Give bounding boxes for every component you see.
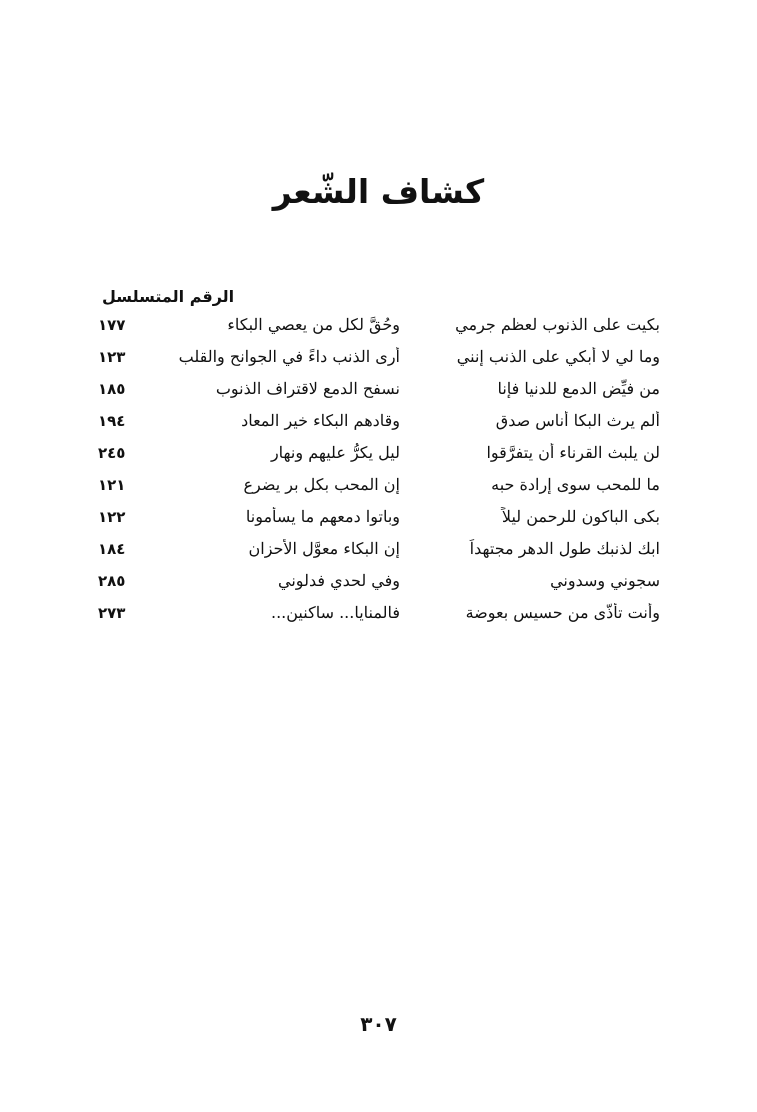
first-hemistich: وما لي لا أبكي على الذنب إنني <box>456 347 660 366</box>
verse-row <box>98 443 660 475</box>
first-hemistich: بكيت على الذنوب لعظم جرمي <box>455 315 660 334</box>
first-hemistich: ما للمحب سوى إرادة حبه <box>491 475 660 494</box>
first-hemistich: وأنت تأذّى من حسيس بعوضة <box>465 603 660 622</box>
verse-row <box>98 315 660 347</box>
verse-row <box>98 571 660 603</box>
second-hemistich: نسفح الدمع لاقتراف الذنوب <box>215 379 400 398</box>
first-hemistich: ألم يرث البكا أناس صدق <box>495 411 660 430</box>
second-hemistich: ليل يكرُّ عليهم ونهار <box>270 443 400 462</box>
verse-row <box>98 411 660 443</box>
second-hemistich: وباتوا دمعهم ما يسأمونا <box>245 507 400 526</box>
serial-number: ٢٧٣ <box>98 604 126 622</box>
second-hemistich: إن البكاء معوَّل الأحزان <box>248 539 400 558</box>
verse-row <box>98 475 660 507</box>
first-hemistich: من فيِّض الدمع للدنيا فإنا <box>497 379 660 398</box>
serial-number: ١٨٤ <box>98 540 126 558</box>
verse-row <box>98 379 660 411</box>
serial-number-header: الرقم المتسلسل <box>102 287 235 306</box>
serial-number: ٢٨٥ <box>98 572 126 590</box>
serial-number: ١٨٥ <box>98 380 126 398</box>
serial-number: ١٢١ <box>98 476 126 494</box>
serial-number: ٢٤٥ <box>98 444 126 462</box>
verse-row <box>98 507 660 539</box>
verse-row <box>98 539 660 571</box>
verse-index-list <box>98 315 660 635</box>
second-hemistich: فالمنايا... ساكنين... <box>270 603 400 622</box>
second-hemistich: وفي لحدي فدلوني <box>278 571 400 590</box>
first-hemistich: ابك لذنبك طول الدهر مجتهداً <box>469 539 660 558</box>
serial-number: ١٧٧ <box>98 316 126 334</box>
second-hemistich: إن المحب بكل بر يضرع <box>243 475 400 494</box>
serial-number: ١٩٤ <box>98 412 126 430</box>
page-number: ٣٠٧ <box>360 1012 397 1036</box>
serial-number: ١٢٣ <box>98 348 126 366</box>
second-hemistich: أرى الذنب داءً في الجوانح والقلب <box>178 347 400 366</box>
first-hemistich: لن يلبث القرناء أن يتفرَّقوا <box>486 443 660 462</box>
serial-number: ١٢٢ <box>98 508 126 526</box>
verse-row <box>98 603 660 635</box>
first-hemistich: بكى الباكون للرحمن ليلاً <box>501 507 660 526</box>
second-hemistich: وقادهم البكاء خير المعاد <box>241 411 400 430</box>
verse-row <box>98 347 660 379</box>
second-hemistich: وحُقَّ لكل من يعصي البكاء <box>227 315 400 334</box>
page-title: كشاف الشّعر <box>272 172 485 211</box>
first-hemistich: سجوني وسدوني <box>550 571 660 590</box>
